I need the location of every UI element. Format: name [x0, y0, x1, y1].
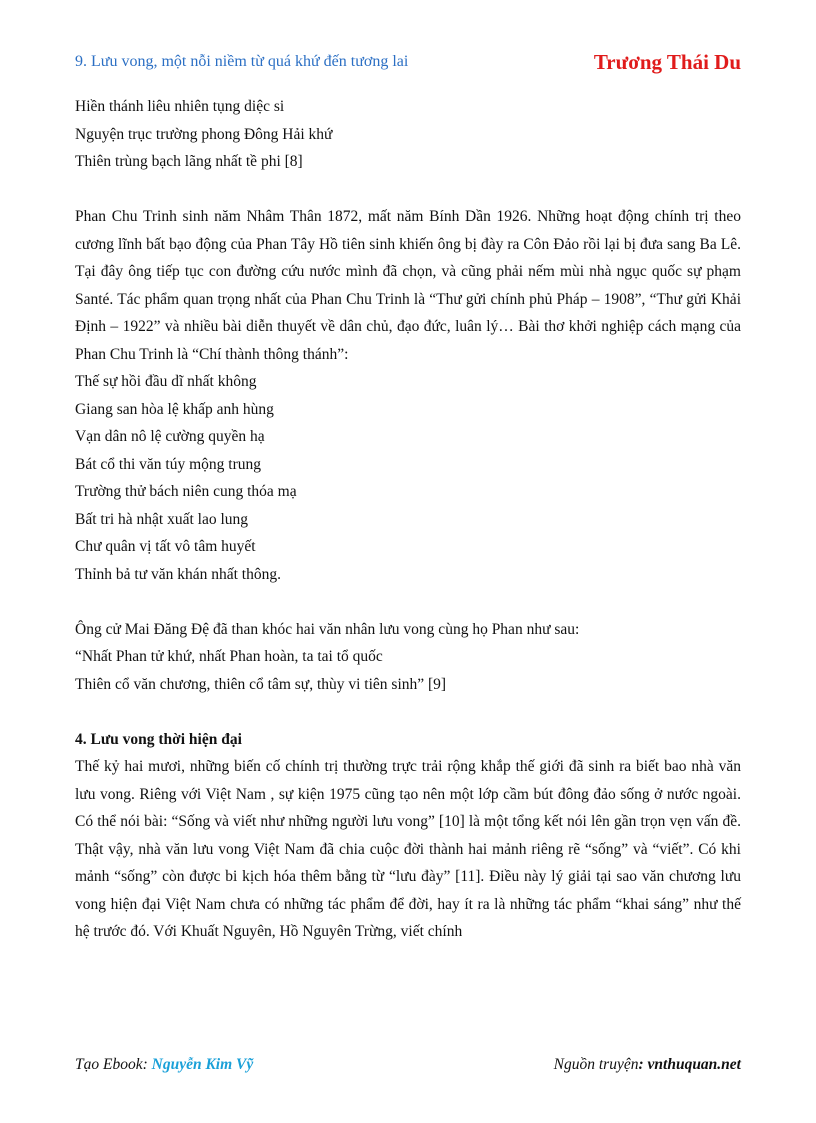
- source-label: Nguồn truyện: [553, 1056, 639, 1073]
- poem-excerpt-1: [75, 93, 741, 176]
- page-footer: [75, 1056, 741, 1076]
- ebook-label: Tạo Ebook: [75, 1056, 143, 1073]
- section-heading: 4. Lưu vong thời hiện đại: [75, 730, 242, 748]
- chapter-title: 9. Lưu vong, một nỗi niềm từ quá khứ đến tương lai: [75, 53, 409, 70]
- page-header: [75, 50, 741, 78]
- author-name: Trương Thái Du: [593, 50, 741, 74]
- ebook-creator: Nguyễn Kim Vỹ: [151, 1056, 254, 1073]
- paragraph-modern-exile: Thế kỷ hai mươi, những biến cố chính trị thường trực trải rộng khắp thế giới đã sinh ra biết bao nhà văn lưu vong. Riêng với Việt Nam , sự kiện 1975 cũng tạo nên một lớp cầm bút đông đảo sống ở nước ngoài. Có thể nói bài: “Sống và viết như những người lưu vong” [10] là một tổng kết nói lên gần trọn vẹn vấn đề. Thật vậy, nhà văn lưu vong Việt Nam đã chia cuộc đời thành hai mảnh riêng rẽ “sống” và “viết”. Có khi mảnh “sống” còn được bi kịch hóa thêm bằng từ “lưu đày” [11]. Điều này lý giải tại sao văn chương lưu vong hiện đại Việt Nam chưa có những tác phẩm để đời, hay ít ra là những tác phẩm “khai sáng” như thế hệ trước đó. Với Khuất Nguyên, Hồ Nguyên Trừng, viết chính: [75, 758, 741, 940]
- document-body: [75, 93, 741, 946]
- poem-line: Bát cổ thi văn túy mộng trung: [75, 455, 261, 473]
- poem-chi-thanh-thong-thanh: [75, 368, 741, 588]
- poem-line: Vạn dân nô lệ cường quyền hạ: [75, 428, 265, 445]
- quote-line: Thiên cổ văn chương, thiên cổ tâm sự, thùy vi tiên sinh” [9]: [75, 675, 447, 693]
- poem-line: Thỉnh bả tư văn khán nhất thông.: [75, 565, 281, 583]
- quote-line: “Nhất Phan tử khứ, nhất Phan hoàn, ta tai tổ quốc: [75, 648, 383, 665]
- source-credit: Nguồn truyện: vnthuquan.net: [553, 1056, 741, 1073]
- poem-line: Thế sự hồi đầu dĩ nhất không: [75, 373, 257, 390]
- paragraph-mai-dang-de: Ông cử Mai Đăng Đệ đã than khóc hai văn nhân lưu vong cùng họ Phan như sau:: [75, 620, 580, 638]
- poem-line: Giang san hòa lệ khấp anh hùng: [75, 400, 274, 418]
- paragraph-phan-chu-trinh: Phan Chu Trinh sinh năm Nhâm Thân 1872, mất năm Bính Dần 1926. Những hoạt động chính trị theo cương lĩnh bất bạo động của Phan Tây Hồ tiên sinh khiến ông bị đày ra Côn Đảo rồi lại bị đưa sang Ba Lê. Tại đây ông tiếp tục con đường cứu nước mình đã chọn, và cũng phải nếm mùi nhà ngục quốc sự phạm Santé. Tác phẩm quan trọng nhất của Phan Chu Trinh là “Thư gửi chính phủ Pháp – 1908”, “Thư gửi Khải Định – 1922” và nhiều bài diễn thuyết về dân chủ, đạo đức, luân lý… Bài thơ khởi nghiệp cách mạng của Phan Chu Trinh là “Chí thành thông thánh”:: [75, 208, 741, 363]
- quote-couplet: [75, 643, 741, 698]
- poem-line: Trường thử bách niên cung thóa mạ: [75, 483, 297, 500]
- poem-line: Thiên trùng bạch lãng nhất tề phi [8]: [75, 153, 303, 170]
- poem-line: Chư quân vị tất vô tâm huyết: [75, 538, 256, 555]
- source-site: vnthuquan.net: [647, 1056, 741, 1073]
- poem-line: Bất tri hà nhật xuất lao lung: [75, 510, 249, 528]
- poem-line: Nguyện trục trường phong Đông Hải khứ: [75, 125, 333, 143]
- ebook-credit: Tạo Ebook: Nguyễn Kim Vỹ: [75, 1056, 254, 1073]
- poem-line: Hiền thánh liêu nhiên tụng diệc si: [75, 98, 285, 115]
